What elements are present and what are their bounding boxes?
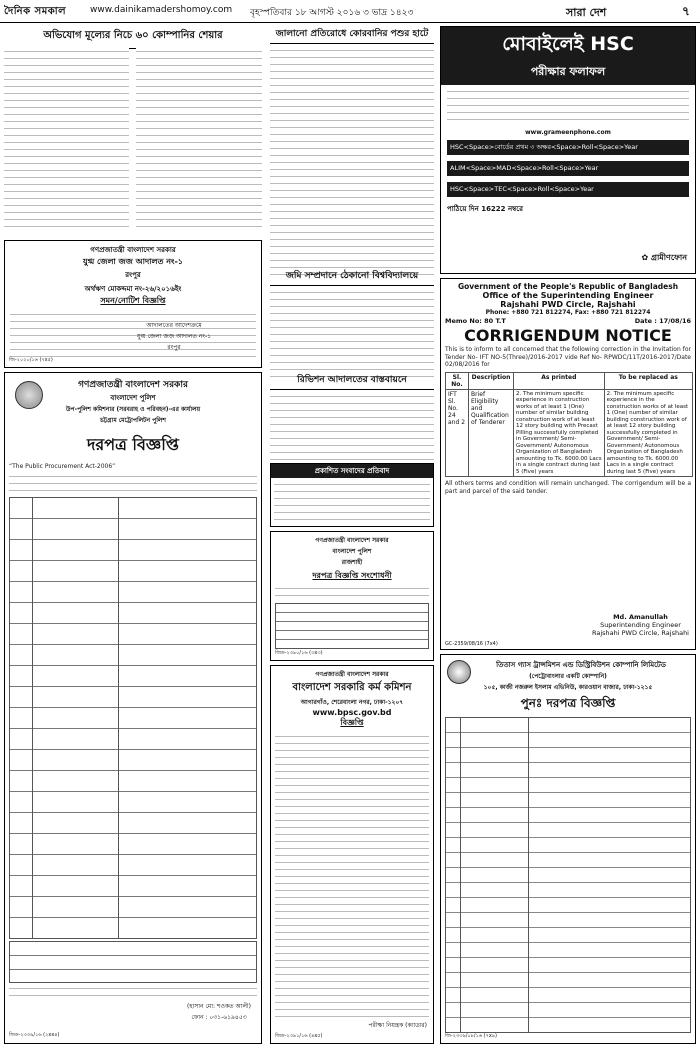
article-headline: জালানো প্রতিরোধে কোরবানির পশুর হাটে	[270, 26, 434, 44]
tender-city: চট্টগ্রাম মেট্রোপলিটন পুলিশ	[100, 417, 166, 424]
cell-printed: 2. The minimum specific experience in construction works of at least 1 (One) number of similar building construction work of at least 12 story building with Precast Pilling successfully completed in Government/ Semi-Government/ Autonomous Organization of Bangladesh amounting to Tk. 6000.00 Lacs in a single contract during last 5 (Five) years	[514, 389, 605, 477]
tender-title: দরপত্র বিজ্ঞপ্তি	[87, 435, 179, 454]
notice-ref: জি-২০২০/১৬ (৭x৫)	[9, 357, 53, 363]
tender-intro-body	[9, 473, 257, 495]
newspaper-logo: দৈনিক সমকাল	[4, 6, 67, 17]
signature-court: যুগ্ম জেলা জজ আদালত নং-১	[137, 333, 211, 340]
sig-title: Superintending Engineer	[600, 621, 681, 629]
signature-phone: ফোন : ০৩১-৬১৯৪৫৩	[191, 1014, 247, 1021]
corr-signature	[592, 613, 689, 637]
notice-body	[10, 311, 256, 363]
section-title: সারা দেশ	[566, 6, 607, 19]
corr-body: This is to inform to all concerned that the following correction in the Invitation for Tender No- IFT NO-5(Three)/2016-2017 vide Ref No- RPWDC/11T/2016-2017/Date 02/08/2016 for	[445, 346, 691, 369]
tender-act: The Public Procurement Act-2006	[12, 463, 113, 470]
sig-name: Md. Amanullah	[613, 613, 668, 621]
cell-replace: 2. The minimum specific experience in the construction works of at least 1 (One) number of similar building construction work of at least 12 story building successfully completed in Government/ Semi-Government/ Autonomous Organization of Bangladesh amounting to Tk. 6000.00 Lacs in a single contract during last 5 (Five) years	[604, 389, 692, 477]
notice-table	[275, 603, 429, 649]
corr-memo-row	[445, 317, 691, 325]
signature-line: আদালতের আদেশক্রমে	[146, 322, 202, 329]
bpsc-website[interactable]: www.bpsc.gov.bd	[312, 708, 392, 717]
col-header: Sl. No.	[446, 372, 469, 389]
col-header: As printed	[514, 372, 605, 389]
protest-notice	[270, 463, 434, 527]
article-body-right	[136, 48, 262, 233]
notice-org: গণপ্রজাতন্ত্রী বাংলাদেশ সরকার	[315, 537, 389, 544]
corrigendum-notice	[440, 278, 696, 650]
tender-table	[9, 497, 257, 939]
notice-title: সমন/নোটিশ বিজ্ঞপ্তি	[100, 296, 166, 305]
tender-item-table	[9, 941, 257, 983]
corr-gov: Government of the People's Republic of Bangladesh	[457, 282, 679, 291]
titas-title: পুনঃ দরপত্র বিজ্ঞপ্তি	[520, 696, 616, 710]
sms-format-tec: HSC<Space>TEC<Space>Roll<Space>Year	[447, 182, 689, 197]
article-body	[270, 47, 434, 275]
table-col-divider	[528, 718, 529, 1032]
cell-sl: IFT Sl. No. 24 and 2	[446, 389, 469, 477]
gp-logo-icon: ✿	[641, 253, 651, 262]
table-row	[446, 389, 693, 477]
col-header: To be replaced as	[604, 372, 692, 389]
corr-circle: Rajshahi PWD Circle, Rajshahi	[500, 300, 636, 309]
page-number: ৭	[682, 4, 690, 18]
news-article-university	[270, 268, 434, 368]
corr-ref: GC-2359/08/16 (7x4)	[445, 641, 498, 647]
signature-name: (হাসান মো: শওকত আলী)	[187, 1003, 251, 1010]
bpsc-org: গণপ্রজাতন্ত্রী বাংলাদেশ সরকার	[315, 671, 389, 678]
tender-signature	[187, 1001, 251, 1023]
govt-seal-icon	[15, 381, 43, 409]
titas-table	[445, 717, 691, 1033]
titas-name: তিতাস গ্যাস ট্রান্সমিশন এন্ড ডিস্ট্রিবিউশন কোম্পানি লিমিটেড	[496, 661, 666, 669]
tender-org: গণপ্রজাতন্ত্রী বাংলাদেশ সরকার	[78, 380, 188, 390]
article-body	[270, 393, 434, 469]
tender-intro: “The Public Procurement Act-2006”	[9, 463, 116, 470]
signature-city: রংপুর	[167, 344, 181, 351]
protest-title: প্রকাশিত সংবাদের প্রতিবাদ	[271, 464, 433, 478]
titas-sub: (পেট্রোবাংলার একটি কোম্পানি)	[529, 673, 607, 680]
notice-ref: জিড-২৩৯০/১৬ (৩x৩)	[275, 650, 323, 656]
table-col-divider	[32, 498, 33, 938]
table-col-divider	[460, 718, 461, 1032]
notice-city: রাজশাহী	[341, 559, 363, 566]
notice-org: গণপ্রজাতন্ত্রী বাংলাদেশ সরকার	[90, 246, 176, 254]
ad-website[interactable]: www.grameenphone.com	[525, 129, 611, 136]
bpsc-notice-label: বিজ্ঞপ্তি	[340, 718, 364, 727]
notice-place: রংপুর	[125, 271, 141, 279]
article-body	[270, 289, 434, 377]
website-url[interactable]: www.dainikamadershomoy.com	[90, 5, 233, 15]
notice-signature	[137, 320, 211, 353]
table-header-row	[446, 372, 693, 389]
corr-title: CORRIGENDUM NOTICE	[464, 326, 672, 345]
bpsc-body	[275, 733, 429, 1023]
ad-intro	[447, 88, 689, 126]
corr-memo: Memo No: 80 T.T	[445, 317, 506, 325]
titas-gas-tender	[440, 654, 696, 1044]
corr-office: Office of the Superintending Engineer	[482, 291, 654, 300]
corr-footer: All others terms and condition will remain unchanged. The corrigendum will be a part and parcel of the said tender.	[445, 480, 691, 495]
tender-note	[9, 985, 257, 1001]
table-col-divider	[118, 498, 119, 938]
bpsc-notice	[270, 665, 434, 1044]
tender-sub: বাংলাদেশ পুলিশ	[110, 394, 156, 402]
corr-phone: Phone: +880 721 812274, Fax: +880 721 812274	[485, 309, 651, 316]
bpsc-address: আগারগাঁও, শেরেবাংলা নগর, ঢাকা-১২০৭	[300, 699, 404, 706]
ad-subtitle: পরীক্ষার ফলাফল	[441, 63, 695, 85]
tender-notice-police	[4, 372, 262, 1044]
bpsc-ref: জিড-২৩৯১/১৬ (৪x৫)	[275, 1033, 323, 1039]
protest-body	[274, 481, 430, 527]
notice-office: যুগ্ম জেলা জজ আদালত নং-১	[83, 257, 183, 266]
gp-logo	[641, 252, 687, 265]
bpsc-title: বাংলাদেশ সরকারি কর্ম কমিশন	[292, 682, 412, 693]
article-headline: রিভিশন আদালতের বাস্তবায়নে	[270, 372, 434, 390]
news-article-revision	[270, 372, 434, 460]
page-header	[0, 0, 700, 23]
news-article-shares	[4, 26, 262, 236]
tender-office: উপ-পুলিশ কমিশনার (সরবরাহ ও পরিবহন)-এর কার্যালয়	[65, 406, 201, 413]
notice-intro	[275, 585, 429, 601]
corr-date: Date : 17/08/16	[634, 317, 691, 325]
bpsc-signature: পরীক্ষা নিয়ন্ত্রক (ক্যাডার)	[368, 1022, 427, 1029]
ad-shortcode: পাঠিয়ে দিন 16222 নম্বরে	[447, 205, 523, 213]
article-headline: অভিযোগ মূল্যের নিচে ৬০ কোম্পানির শেয়ার	[4, 28, 262, 49]
news-article-cattle-market	[270, 26, 434, 264]
titas-logo-icon	[447, 660, 471, 684]
notice-case-no: অর্থঋণ মোকদ্দমা নং-২৬/২০১৬ইং	[84, 285, 182, 293]
issue-date: বৃহস্পতিবার ১৮ আগস্ট ২০১৬ ৩ ভাদ্র ১৪২৩	[250, 8, 414, 18]
article-headline: জমি সম্প্রদানে ঠেকানো বিশ্ববিদ্যালয়ে	[270, 268, 434, 286]
court-notice-rangpur	[4, 240, 262, 368]
grameenphone-hsc-ad	[440, 26, 696, 274]
tender-ref: জিড-২৩৩৯/১৬ (২xx৪)	[9, 1032, 60, 1038]
ad-title: মোবাইলেই HSC	[441, 27, 695, 63]
titas-address: ১০৫, কাজী নজরুল ইসলাম এভিনিউ, কারওয়ান বাজার, ঢাকা-১২১৫	[483, 684, 653, 691]
article-body-left	[4, 48, 129, 233]
notice-title: দরপত্র বিজ্ঞপ্তি সংশোধনী	[312, 571, 392, 580]
police-tender-corrigendum	[270, 531, 434, 661]
corr-table	[445, 372, 693, 478]
notice-sub: বাংলাদেশ পুলিশ	[332, 548, 372, 555]
gp-brand: গ্রামীণফোন	[650, 253, 687, 262]
col-header: Description	[469, 372, 514, 389]
cell-desc: Brief Eligibility and Qualification of Tenderer	[469, 389, 514, 477]
sms-format-alim: ALIM<Space>MAD<Space>Roll<Space>Year	[447, 161, 689, 176]
sms-format-hsc: HSC<Space>বোর্ডের প্রথম ৩ অক্ষর<Space>Roll<Space>Year	[447, 140, 689, 155]
sig-office: Rajshahi PWD Circle, Rajshahi	[591, 629, 689, 637]
titas-ref: জি-২৩৩৯/০৮/১৬ (৭x৯)	[445, 1033, 498, 1039]
ad-sms-formats	[447, 140, 689, 197]
